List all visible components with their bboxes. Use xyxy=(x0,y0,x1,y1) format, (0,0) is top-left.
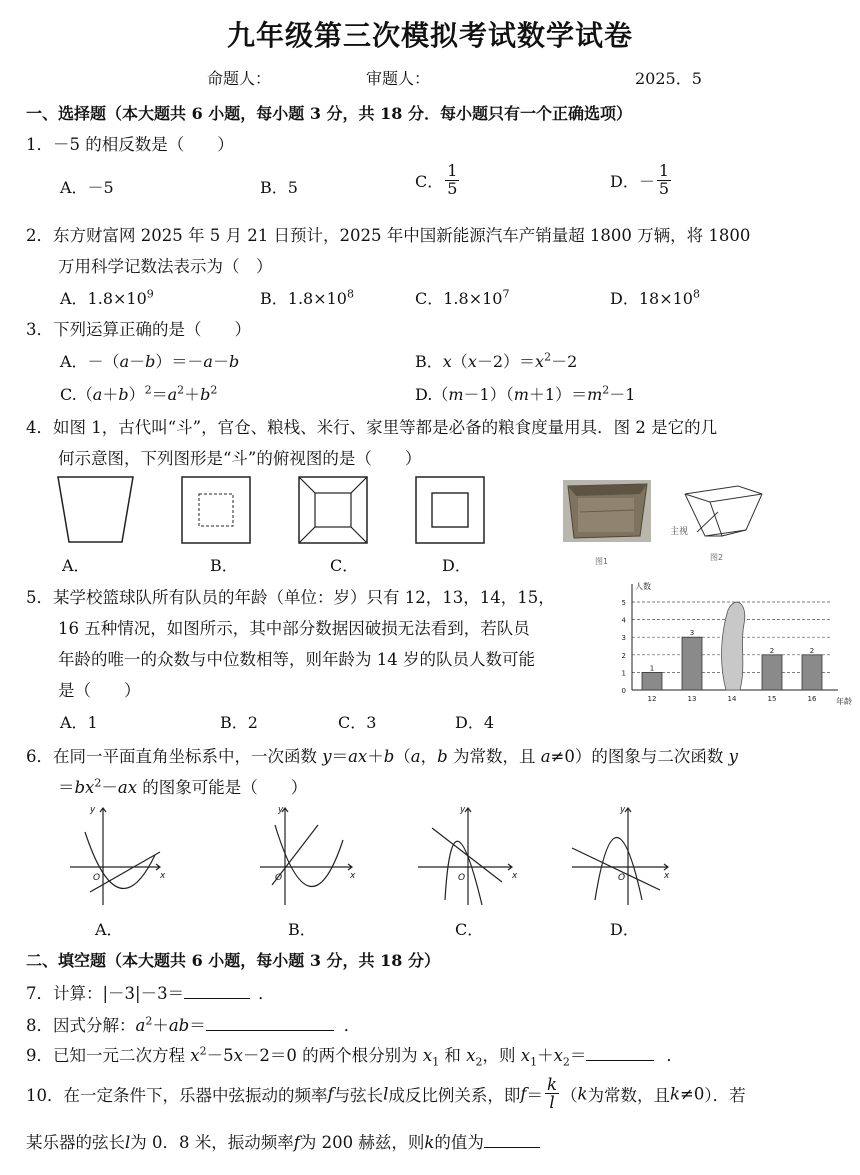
reviewer-label: 审题人： xyxy=(366,69,431,88)
q1-option-c: C． $\frac{1}{5}$ xyxy=(415,161,458,198)
svg-text:y: y xyxy=(460,805,466,815)
q5-line2: 16 五种情况，如图所示，其中部分数据因破损无法看到，若队员 xyxy=(58,619,530,638)
y-tick-label: 5 xyxy=(621,599,626,607)
q3-stem: 3．下列运算正确的是（ ） xyxy=(26,320,251,339)
y-tick-label: 1 xyxy=(621,669,626,678)
q2-option-d: D．$18\times 10^8$ xyxy=(610,287,700,308)
x-tick-label: 13 xyxy=(687,695,697,703)
answer-blank xyxy=(586,1046,654,1061)
exam-date: 2025．5 xyxy=(635,69,702,88)
svg-text:x: x xyxy=(664,871,670,881)
q3-option-d: $D.(m-1)(m+1)=m^2-1$ xyxy=(415,383,636,404)
q6-label-d: D． xyxy=(610,920,639,939)
x-tick-label: 16 xyxy=(807,695,817,703)
svg-text:O: O xyxy=(93,873,101,883)
q6-graph-d xyxy=(572,808,668,905)
q6-graph-b xyxy=(260,808,352,905)
q5-bar-chart xyxy=(610,578,855,706)
data-label: 3 xyxy=(689,629,695,638)
q3-option-b: B．$x(x-2)=x^2-2$ xyxy=(415,350,578,371)
y-tick-label: 0 xyxy=(621,687,626,695)
fraction: $\frac{1}{5}$ xyxy=(658,161,670,198)
q1-stem: 1．－5 的相反数是（ ） xyxy=(26,135,234,154)
y-axis-label: 人数 xyxy=(635,582,651,591)
x-tick-label: 15 xyxy=(767,695,777,703)
q10-line2: 某乐器的弦长l为 0．8 米，振动频率f为 200 赫兹，则k的值为 xyxy=(26,1129,540,1153)
data-label: 2 xyxy=(809,646,815,655)
x-axis-label: 年龄 xyxy=(836,697,852,706)
q4-diagram-dou xyxy=(685,486,762,536)
q4-fig1-caption: 图1 xyxy=(595,557,609,566)
q6-label-c: C． xyxy=(455,920,484,939)
svg-text:O: O xyxy=(618,873,626,883)
q4-label-d: D． xyxy=(442,556,471,575)
q4-label-b: B． xyxy=(210,556,238,575)
y-tick-label: 2 xyxy=(621,651,626,660)
q6-graph-c xyxy=(418,808,512,905)
q4-figure-c xyxy=(299,477,367,543)
q4-line1: 4．如图 1，古代叫“斗”，官仓、粮栈、米行、家里等都是必备的粮食度量用具．图 2 是它的几 xyxy=(26,418,718,437)
x-tick-label: 14 xyxy=(727,695,737,703)
q4-label-c: C． xyxy=(330,556,359,575)
q5-line4: 是（ ） xyxy=(58,681,141,700)
svg-text:x: x xyxy=(160,871,166,881)
q5-line3: 年龄的唯一的众数与中位数相等，则年龄为 14 岁的队员人数可能 xyxy=(58,650,535,669)
q1-option-d: D．－ $\frac{1}{5}$ xyxy=(610,161,670,198)
q3-option-a: A．－（a－b）＝－a－b xyxy=(60,352,240,371)
svg-text:y: y xyxy=(278,805,284,815)
q2-line2: 万用科学记数法表示为（ ） xyxy=(58,257,273,276)
q7: 7．计算：|－3|－3＝ ． xyxy=(26,984,275,1003)
y-tick-label: 4 xyxy=(621,616,626,625)
q10-line1: 10．在一定条件下，乐器中弦振动的频率f与弦长l成反比例关系，即f＝ $\frac{k}{l}$ （k为常数，且k≠0）．若 xyxy=(26,1075,746,1113)
author-label: 命题人： xyxy=(207,69,272,88)
data-label: 1 xyxy=(649,664,655,673)
svg-text:x: x xyxy=(512,871,518,881)
q9: 9．已知一元二次方程 $x^2-5x-2=0$ 的两个根分别为 $x_1$ 和 $x_2$，则 $x_1+x_2=$ ． xyxy=(26,1044,683,1069)
section1-heading: 一、选择题（本大题共 6 小题，每小题 3 分，共 18 分．每小题只有一个正确选项） xyxy=(26,104,632,123)
q5-option-d: D．4 xyxy=(455,713,495,732)
svg-text:O: O xyxy=(458,873,466,883)
q4-photo-dou xyxy=(563,480,651,542)
q1-option-b: B．5 xyxy=(260,178,298,197)
q2-option-a: A．$1.8\times 10^9$ xyxy=(60,287,154,308)
answer-blank xyxy=(184,984,250,999)
bar xyxy=(802,655,822,690)
q8: 8．因式分解：$a^2+ab=$ ． xyxy=(26,1014,361,1035)
bar xyxy=(682,637,702,690)
q3-option-c: $C.(a+b)^2=a^2+b^2$ xyxy=(60,383,218,404)
q2-line1: 2．东方财富网 2025 年 5 月 21 日预计，2025 年中国新能源汽车产销量超 1800 万辆，将 1800 xyxy=(26,226,751,245)
bar xyxy=(642,672,662,690)
q2-option-b: B．$1.8\times 10^8$ xyxy=(260,287,354,308)
svg-text:y: y xyxy=(90,805,96,815)
q4-figure-d xyxy=(416,477,484,543)
x-tick-label: 12 xyxy=(647,695,657,703)
q6-label-a: A． xyxy=(95,920,123,939)
svg-text:y: y xyxy=(620,805,626,815)
q6-graphs xyxy=(60,800,680,910)
q4-label-a: A． xyxy=(62,556,90,575)
svg-text:x: x xyxy=(350,871,356,881)
q4-view-label: 主视 xyxy=(670,527,689,537)
fraction: $\frac{k}{l}$ xyxy=(547,1075,557,1113)
damaged-area xyxy=(722,602,745,690)
q5-option-a: A．1 xyxy=(60,713,98,732)
q4-fig2-caption: 图2 xyxy=(710,553,724,562)
q1-option-a: A．－5 xyxy=(60,178,114,197)
q2-option-c: C．$1.8\times 10^7$ xyxy=(415,287,510,308)
answer-blank xyxy=(484,1133,540,1148)
q4-line2: 何示意图，下列图形是“斗”的俯视图的是（ ） xyxy=(58,449,422,468)
q5-line1: 5．某学校篮球队所有队员的年龄（单位：岁）只有 12，13，14，15， xyxy=(26,588,555,607)
bar xyxy=(762,655,782,690)
q6-graph-a xyxy=(70,808,160,905)
fraction: $\frac{1}{5}$ xyxy=(447,161,458,198)
section2-heading: 二、填空题（本大题共 6 小题，每小题 3 分，共 18 分） xyxy=(26,951,440,970)
data-label: 2 xyxy=(769,646,775,655)
y-tick-label: 3 xyxy=(621,634,626,643)
q6-line1: 6．在同一平面直角坐标系中，一次函数 y＝ax＋b（a，b 为常数，且 a≠0）的图象与二次函数 y xyxy=(26,747,738,766)
answer-blank xyxy=(206,1016,334,1031)
q5-option-b: B．2 xyxy=(220,713,258,732)
q5-option-c: C．3 xyxy=(338,713,377,732)
q6-label-b: B． xyxy=(288,920,316,939)
svg-text:O: O xyxy=(275,873,283,883)
exam-title: 九年级第三次模拟考试数学试卷 xyxy=(226,19,633,52)
q4-figure-b xyxy=(182,477,250,543)
q4-figure-a xyxy=(58,477,133,542)
q6-line2: $=bx^2-ax$ 的图象可能是（ ） xyxy=(58,776,308,797)
